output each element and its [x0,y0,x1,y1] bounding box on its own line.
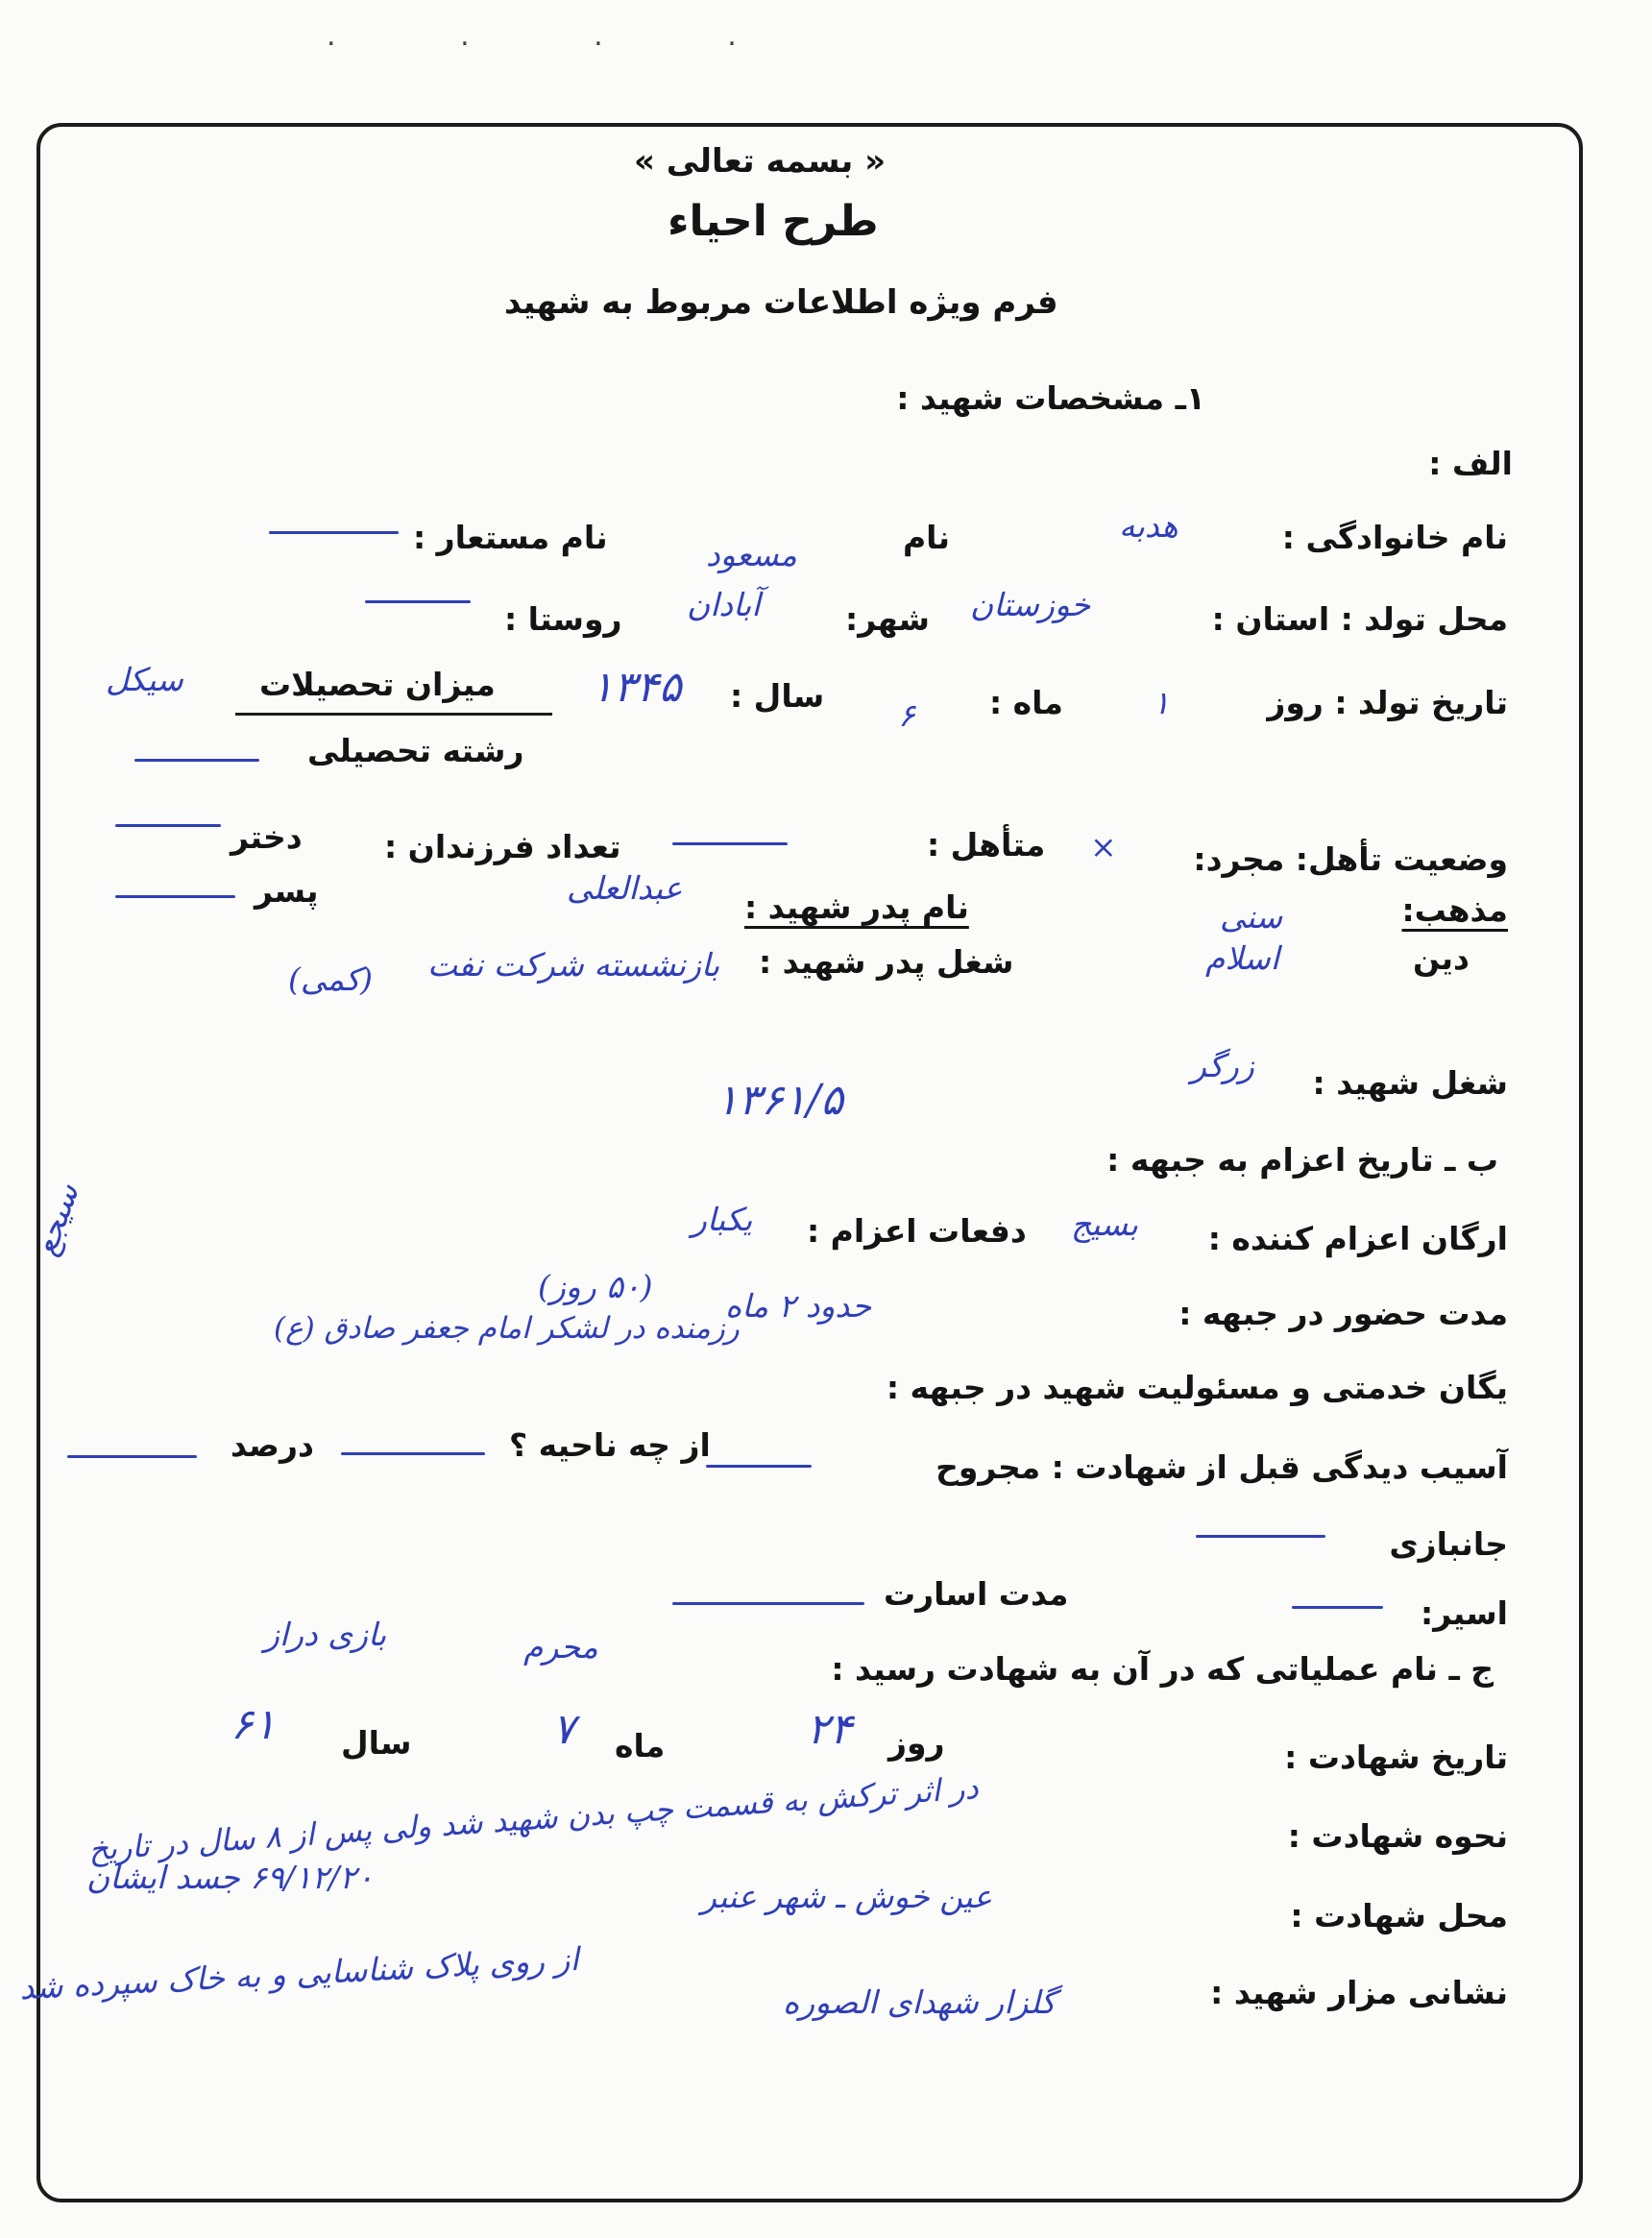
captivity-blank [672,1602,864,1605]
dispatch-org-label: ارگان اعزام کننده : [1207,1220,1508,1257]
basmala: « بسمه تعالی » [634,142,887,181]
martyr-day-value: ۲۴ [807,1705,853,1754]
dispatch-date-value: ۱۳۶۱/۵ [716,1076,843,1125]
injured-blank [706,1465,812,1468]
martyr-year-value: ۶۱ [231,1700,277,1749]
city-value: آبادان [687,586,761,623]
alias-blank [269,531,399,534]
manner-label: نحوه شهادت : [1287,1817,1508,1855]
dispatch-org-value: بسیج [1071,1205,1138,1243]
scan-dots: . . . . [327,19,794,53]
section-1-heading: ۱ـ مشخصات شهید : [896,379,1205,417]
martyr-year-label: سال [341,1724,412,1762]
unit-role-value: رزمنده در لشکر امام جعفر صادق (ع) [274,1311,740,1346]
martyr-month-label: ماه [615,1727,666,1764]
martyr-day-label: روز [888,1724,945,1762]
margin-note: سیجع [25,1178,86,1261]
veteran-blank [1196,1535,1325,1538]
operation-note: محرم [523,1628,598,1666]
first-name-label: نام [903,519,950,556]
marital-label: وضعیت تأهل: مجرد: [1193,840,1508,878]
grave-label: نشانی مزار شهید : [1210,1974,1508,2011]
married-label: متأهل : [927,826,1046,864]
martyr-month-value: ۷ [552,1705,575,1754]
father-job-value: بازنشسته شرکت نفت [427,946,720,984]
single-mark: × [1090,828,1117,865]
front-duration-label: مدت حضور در جبهه : [1178,1295,1508,1332]
martyrdom-date-label: تاریخ شهادت : [1284,1739,1508,1776]
father-job-label: شغل پدر شهید : [759,943,1014,981]
captivity-period-label: مدت اسارت [884,1575,1069,1613]
dispatch-count-value: یکبار [692,1201,753,1238]
dispatch-date-label: ب ـ تاریخ اعزام به جبهه : [1106,1141,1498,1179]
birth-year-label: سال : [730,677,825,715]
city-label: شهر: [845,600,930,638]
father-name-value: عبدالعلی [567,869,683,907]
dispatch-count-label: دفعات اعزام : [807,1212,1027,1250]
alias-label: نام مستعار : [413,519,608,556]
prior-injury-label: آسیب دیدگی قبل از شهادت : مجروح [935,1448,1508,1486]
sect-value: سنی [1220,898,1283,936]
field-of-study-blank [134,759,259,762]
place-value: عین خوش ـ شهر عنبر [701,1878,993,1915]
family-name-label: نام خانوادگی : [1281,519,1508,556]
which-area-label: از چه ناحیه ؟ [509,1426,711,1464]
father-name-label: نام پدر شهید : [744,888,969,926]
front-duration-days: (۵۰ روز) [538,1268,653,1305]
operation-value: بازی دراز [264,1616,387,1653]
birth-month-label: ماه : [989,684,1063,721]
martyr-job-label: شغل شهید : [1312,1064,1508,1102]
children-label: تعداد فرزندان : [384,828,621,865]
area-blank [341,1452,485,1455]
alef-label: الف : [1428,445,1513,482]
form-title: فرم ویژه اطلاعات مربوط به شهید [504,283,1058,322]
martyr-job-value: زرگر [1191,1047,1254,1084]
percent-blank [67,1455,197,1458]
sect-label: مذهب: [1401,891,1508,929]
place-label: محل شهادت : [1290,1897,1508,1934]
daughter-label: دختر [231,818,303,856]
village-blank [365,600,471,603]
front-duration-value: حدود ۲ ماه [725,1287,872,1325]
project-title: طرح احیاء [668,197,879,246]
manner-value-line1: در اثر ترکش به قسمت چپ بدن شهید شد ولی پس از ۸ سال در تاریخ [86,1769,980,1868]
religion-label: دین [1412,939,1470,977]
birth-day-value: ۱ [1153,684,1170,721]
grave-value: گلزار شهدای الصوره [783,1983,1057,2021]
education-divider [235,713,552,716]
birthplace-label: محل تولد : استان : [1211,600,1508,638]
village-label: روستا : [504,600,622,638]
captive-label: اسیر: [1421,1594,1508,1632]
son-blank [115,895,235,898]
first-name-value: مسعود [706,536,797,573]
birth-month-value: ۶ [898,696,915,734]
percent-label: درصد [231,1426,314,1464]
unit-role-label: یگان خدمتی و مسئولیت شهید در جبهه : [886,1369,1508,1406]
manner-value-line3: از روی پلاک شناسایی و به خاک سپرده شد [18,1939,580,2007]
religion-value: اسلام [1205,939,1279,977]
father-job-note: (کمی) [288,961,374,998]
married-blank [672,842,788,845]
operation-label: ج ـ نام عملیاتی که در آن به شهادت رسید : [831,1650,1494,1688]
education-level-label: میزان تحصیلات [259,666,496,703]
field-of-study-label: رشته تحصیلی [307,732,524,769]
birth-year-value: ۱۳۴۵ [591,663,682,712]
veteran-label: جانبازی [1389,1525,1508,1563]
family-name-value: هدبه [1119,507,1178,545]
birth-date-label: تاریخ تولد : روز [1267,684,1508,721]
manner-value-line2: ۶۹/۱۲/۲۰ جسد ایشان [86,1859,374,1896]
captive-blank [1292,1606,1383,1609]
education-value: سیکل [106,661,183,698]
province-value: خوزستان [970,586,1091,623]
son-label: پسر [255,872,319,910]
daughter-blank [115,824,221,827]
